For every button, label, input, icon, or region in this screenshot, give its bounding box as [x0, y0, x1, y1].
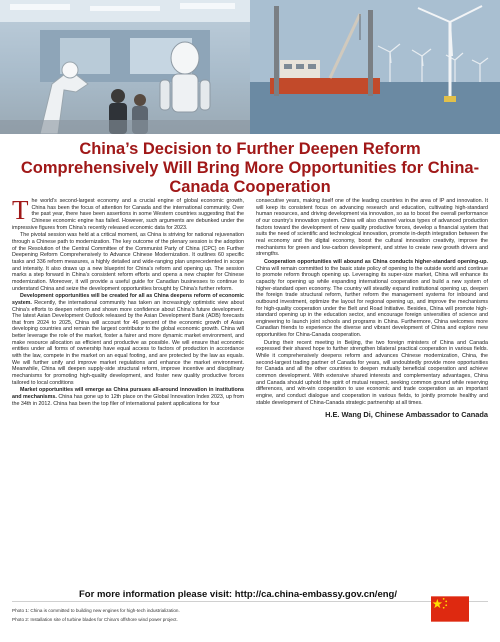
- paragraph-text: During their recent meeting in Beijing, the two foreign ministers of China and Canada expressed their shared hope to further strengthen bilateral practical cooperation in various fields. While it comprehensively deepens reform and advances Chinese modernization, China, the second-largest trading partner of Canada for years, will undoubtedly provide more opportunities for Canada and all the other countries to deepen mutually beneficial cooperation and achieve common development. With extensive shared interests and complementary advantages, China and Canada should uphold the spirit of mutual respect, seeking common ground while reserving differences, and win-win cooperation to use economic and trade cooperation as an important engine, and conduct dialogue and cooperation in various fields, to jointly promote healthy and stable development of China-Canada strategic partnership at all times.: [256, 339, 488, 406]
- divider: [12, 601, 488, 602]
- author-signature: H.E. Wang Di, Chinese Ambassador to Canada: [325, 410, 488, 420]
- paragraph-text: consecutive years, making itself one of the leading countries in the area of IP and innovation. It will keep its consistent focus on advancing research and education, cultivating high-standard human resources, and driving development via innovation, so as to boost the overall performance of our country’s innovation system. China will also channel various types of advanced production factors toward the development of new quality productive forces, develop a financial system that suits the need of scientific and technological innovation, promote in-depth integration between the real economy and the digital economy, boost the cultural innovation creativity, improve the mechanisms for green and low-carbon development, and strive to create new growth drivers and strengths.: [256, 198, 488, 258]
- china-flag-icon: [431, 596, 469, 622]
- paragraph-text: The pivotal session was held at a critical moment, as China is striving for national rejuvenation through a Chinese path to modernization. The key outcome of the plenary session is the adoption of the Resolution of the Central Committee of the Communist Party of China (CPC) on Further Deepening Reform Comprehensively to Advance Chinese Modernization. It outlines 60 specific tasks and 336 reform measures, a highly detailed and wide-ranging plan unprecedented in scope and intensity. It also draws up a new blueprint for China’s reform and opening up. The session marks a step forward in China’s consistent reform efforts and opens a new chapter for Chinese modernization. Moreover, it will provide a useful guide for Canadian businesses to continue to understand China and seize the development opportunities brought by China’s further reform.: [12, 232, 244, 292]
- paragraph: [256, 259, 488, 339]
- paragraph: [256, 198, 488, 258]
- photo-banner: [0, 0, 500, 134]
- paragraph-text: China has gone up to 12th place on the Global Innovation Index 2023, up from the 34th in 2012. China has been the top filer of international patent applications for four: [12, 394, 244, 407]
- photo-captions: [12, 606, 180, 624]
- paragraph-text: he world’s second-largest economy and a crucial engine of global economic growth, China has been the focus of attention for Canada and the international community. Over the past year, there have been assertions in some Western countries suggesting that the Chinese economic engine has failed. However, such arguments are debunked under the impressive figures from China’s recently released economic data for 2023.: [12, 198, 244, 231]
- info-prefix: For more information please visit:: [79, 589, 235, 600]
- drop-cap: T: [12, 195, 29, 225]
- paragraph-text: Recently, the international community has taken an increasingly optimistic view about China’s efforts to deepen reform and shown more confidence about China’s future development. The latest Asian Development Outlook released by the Asian Development Bank (ADB) forecasts that from 2024 to 2025, China will account for 46 percent of the economic growth of Asian developing countries and remain the largest contributor to the global economic growth. China will better leverage the role of the market, foster a fairer and more dynamic market environment, and make resource allocation as efficient and productive as possible. We will ensure that economic entities under all forms of ownership have equal access to factors of production in accordance with the law, compete in the market on an equal footing, and are protected by the law as equals. We will further unify and improve market regulations and enhance the market environment. Meanwhile, China will deepen supply-side structural reform, improve incentive and disciplinary mechanisms for promoting high-quality development, and foster new quality productive forces tailored to local conditions: [12, 299, 244, 386]
- headline: China’s Decision to Further Deepen Reform Comprehensively Will Bring More Opportunities for China-Canada Cooperation: [20, 140, 480, 196]
- article-body: [12, 195, 488, 598]
- paragraph-text: China will remain committed to the basic state policy of opening to the outside world and continue to promote reform through opening up. Leveraging its super-size market, China will enhance its capacity for opening up while expanding international cooperation and build a new system of higher-standard open economy. The country will steadily expand institutional opening up, deepen the foreign trade structural reform, further reform the management systems for inbound and outbound investment, optimize the layout for regional opening up, and improve the mechanisms for high-quality cooperation under the Belt and Road Initiative. Besides, China will promote high-standard opening up in the education sector, and encourage foreign universities of science and engineering to launch joint schools and programs in China. Furthermore, China welcomes more Canadian friends to experience the diverse and vibrant development of China and explore new opportunities for China-Canada cooperation.: [256, 265, 488, 339]
- photo-robotics-exhibition: [0, 0, 250, 134]
- photo-offshore-wind: [250, 0, 500, 134]
- paragraph-lead: Development opportunities will be created for all as China deepens reform of economic system.: [12, 293, 244, 306]
- left-column: [12, 195, 244, 598]
- paragraph-lead: Cooperation opportunities will abound as China conducts higher-standard opening-up.: [264, 258, 488, 265]
- paragraph: [256, 340, 488, 407]
- caption-photo-2: Photo 2: Installation site of turbine blades for China’s offshore wind power project.: [12, 617, 178, 622]
- caption-photo-1: Photo 1: China is committed to building new engines for high-tech industrialization.: [12, 608, 180, 613]
- paragraph-lead: Market opportunities will emerge as China pursues all-around innovation in institutions and mechanisms.: [12, 387, 244, 401]
- right-column: [256, 198, 488, 598]
- paragraph: [12, 293, 244, 386]
- paragraph: [12, 232, 244, 292]
- embassy-website-link[interactable]: http://ca.china-embassy.gov.cn/eng/: [234, 589, 397, 600]
- info-line: [0, 589, 476, 600]
- paragraph: [12, 195, 244, 231]
- paragraph: [12, 387, 244, 407]
